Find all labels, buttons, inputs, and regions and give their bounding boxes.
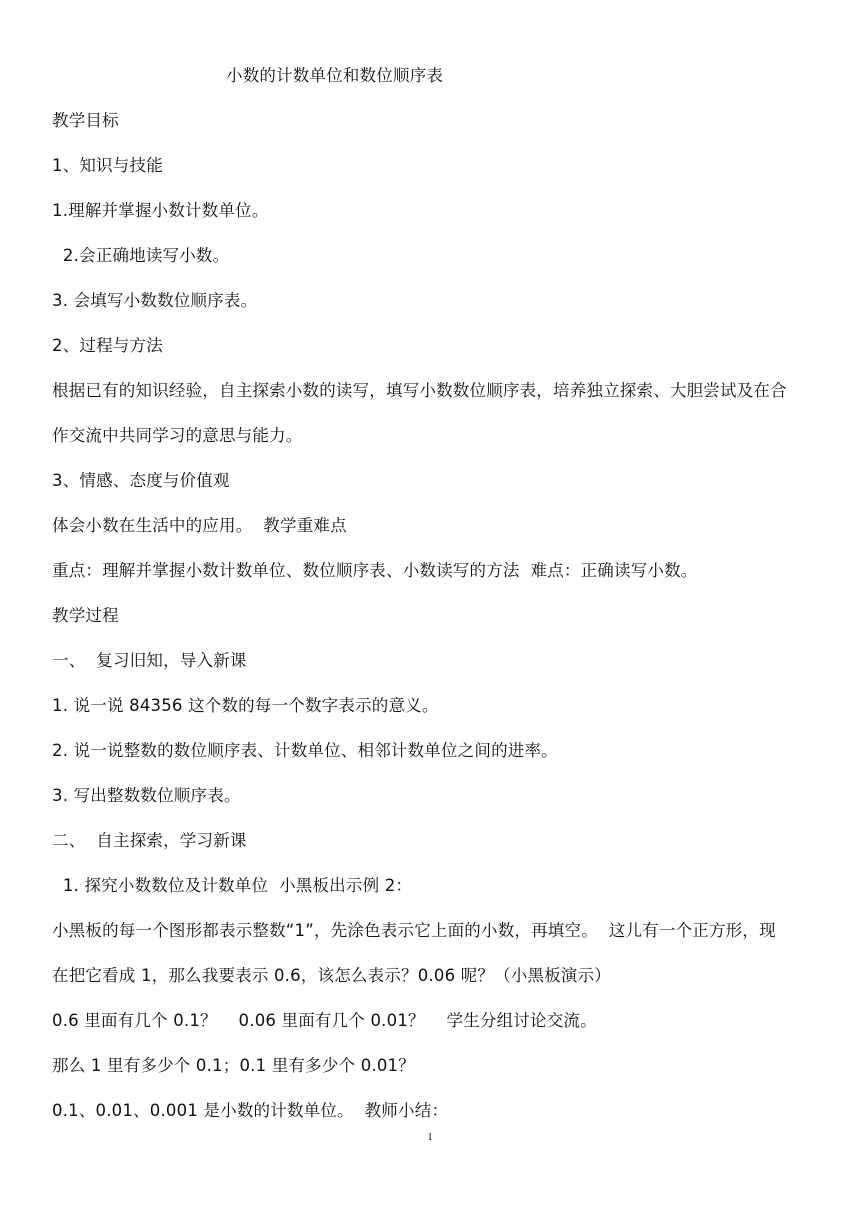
goal-item: 1.理解并掌握小数计数单位。: [52, 201, 269, 220]
paragraph-line: 0.6 里面有几个 0.1？ 0.06 里面有几个 0.01？ 学生分组讨论交流。: [52, 1011, 597, 1030]
goal-item: [52, 246, 229, 266]
list-item: 1. 探究小数数位及计数单位 小黑板出示例 2：: [52, 876, 413, 895]
subheading-process-method: 2、过程与方法: [52, 336, 163, 355]
list-item: 2. 说一说整数的数位顺序表、计数单位、相邻计数单位之间的进率。: [52, 741, 558, 760]
paragraph-line: 小黑板的每一个图形都表示整数“1”，先涂色表示它上面的小数，再填空。 这儿有一个正方形，现: [52, 921, 776, 940]
paragraph-line: 体会小数在生活中的应用。 教学重难点: [52, 516, 347, 535]
goal-item-text: 2.会正确地读写小数。: [52, 246, 230, 265]
paragraph-line: 在把它看成 1，那么我要表示 0.6，该怎么表示？0.06 呢？（小黑板演示）: [52, 966, 612, 985]
paragraph-line: 根据已有的知识经验，自主探索小数的读写，填写小数数位顺序表，培养独立探索、大胆尝试及在合: [52, 381, 787, 400]
heading-teaching-process: 教学过程: [52, 606, 119, 625]
paragraph-line: 那么 1 里有多少个 0.1；0.1 里有多少个 0.01？: [52, 1056, 415, 1075]
paragraph-line: 作交流中共同学习的意思与能力。: [52, 426, 303, 445]
subheading-values: 3、情感、态度与价值观: [52, 471, 230, 490]
goal-item: 3. 会填写小数数位顺序表。: [52, 291, 258, 310]
document-title: 小数的计数单位和数位顺序表: [226, 66, 444, 85]
heading-teaching-goals: 教学目标: [52, 111, 119, 130]
paragraph-line: 0.1、0.01、0.001 是小数的计数单位。 教师小结：: [52, 1101, 449, 1120]
list-item: 1. 说一说 84356 这个数的每一个数字表示的意义。: [52, 696, 439, 715]
subheading-knowledge-skills: 1、知识与技能: [52, 156, 163, 175]
section-heading: 一、 复习旧知，导入新课: [52, 651, 247, 670]
paragraph-line: 重点：理解并掌握小数计数单位、数位顺序表、小数读写的方法 难点：正确读写小数。: [52, 561, 698, 580]
list-item: 3. 写出整数数位顺序表。: [52, 786, 241, 805]
page-number: 1: [427, 1131, 433, 1143]
section-heading: 二、 自主探索，学习新课: [52, 831, 247, 850]
